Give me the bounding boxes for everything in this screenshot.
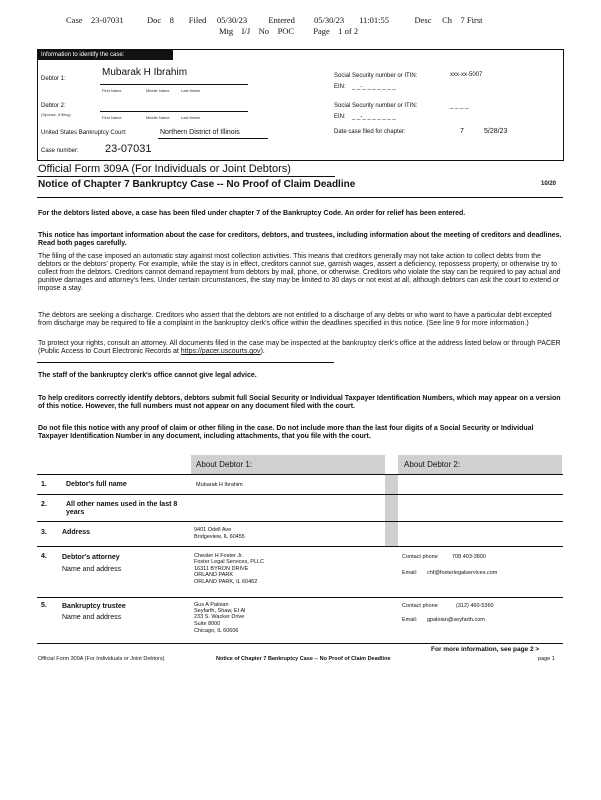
ssn2-value: _ _ _ _	[450, 103, 469, 109]
para-case-filed: For the debtors listed above, a case has been filed under chapter 7 of the Bankruptcy Code. An order for relief has been entered.	[38, 210, 466, 217]
row1-value: Mubarak H Ibrahim	[196, 482, 243, 488]
row2-label: All other names used in the last 8 years	[66, 501, 178, 516]
debtor2-caption-first: First Name	[102, 115, 122, 120]
para-important-info: This notice has important information about the case for creditors, debtors, and trustees, including information about the meeting of creditors and deadlines. Read both pages carefully.	[38, 232, 562, 247]
table-separator-bar	[385, 475, 398, 547]
row5-trustee-line4: Suite 8000	[194, 621, 221, 627]
row-rule-4	[37, 546, 563, 547]
row5-trustee-line1: Gus A Paloian	[194, 602, 229, 608]
doc-number: 8	[169, 15, 174, 25]
case-number: 23-07031	[91, 15, 124, 25]
ssn1-value: xxx-xx-5007	[450, 72, 483, 78]
para-do-not-file: Do not file this notice with any proof of claim or other filing in the case. Do not include more than the last four digits of a Social Security or Individual Taxpayer Identification Number in any document, including attachments, that you file with the court.	[38, 425, 534, 440]
debtor1-underline	[100, 84, 248, 85]
case-label: Case	[66, 15, 83, 25]
page-of: 1 of 2	[338, 26, 359, 36]
row5-trustee-line3: 233 S. Wacker Drive	[194, 614, 245, 620]
row-rule-6	[37, 643, 563, 644]
row4-number: 4.	[41, 553, 47, 560]
row5-label: Bankruptcy trustee	[62, 603, 126, 610]
ein1-value: _ _-_ _ _ _ _ _ _	[352, 84, 396, 90]
ssn2-label: Social Security number or ITIN:	[334, 103, 418, 109]
protect-rights-end: ).	[260, 348, 265, 355]
chapter-value: 7	[460, 128, 464, 135]
entered-label: Entered	[268, 15, 295, 25]
debtor1-name: Mubarak H Ibrahim	[102, 67, 188, 78]
ein1-label: EIN:	[334, 84, 346, 90]
row5-email[interactable]: gpaloian@seyfarth.com	[427, 617, 485, 623]
no-label: No	[258, 26, 270, 36]
row4-contact-phone: 708 403-3800	[452, 554, 486, 560]
row5-sub: Name and address	[62, 614, 122, 621]
row4-label: Debtor's attorney	[62, 554, 120, 561]
debtor2-caption-middle: Middle Name	[146, 115, 170, 120]
row5-email-label: Email:	[402, 617, 418, 623]
col2-header: About Debtor 2:	[404, 460, 461, 469]
row5-number: 5.	[41, 602, 47, 609]
entered-time: 11:01:55	[359, 15, 389, 25]
para-automatic-stay: The filing of the case imposed an automatic stay against most collection activities. This means that creditors generally may not take action to collect debts from the debtors or the debtors' property. For example, while the stay is in effect, creditors cannot sue, garnish wages, assert a deficiency, repossess property, or otherwise try to collect from the debtors. Creditors cannot demand repayment from debtors by mail, phone, or otherwise. Creditors who violate the stay can be required to pay actual and punitive damages and attorney's fees. Under certain circumstances, the stay may be limited to 30 days or not exist at all, although debtors can ask the court to extend or impose a stay.	[38, 253, 561, 292]
row-rule-2	[37, 494, 563, 495]
court-label: United States Bankruptcy Court:	[41, 130, 127, 136]
debtor2-underline	[100, 111, 248, 112]
ein2-value: _ _-_ _ _ _ _ _ _	[352, 114, 396, 120]
row5-contact-phone: (312) 460-5360	[456, 603, 494, 609]
court-value: Northern District of Illinois	[160, 129, 240, 136]
case-number-value: 23-07031	[105, 143, 152, 155]
row3-address-line1: 9401 Odell Ave	[194, 527, 232, 533]
header-line-2	[219, 26, 358, 36]
more-info-note: For more information, see page 2 >	[431, 646, 540, 653]
row-rule-1	[37, 474, 563, 475]
entered-date: 05/30/23	[313, 15, 345, 25]
footer-form-name: Official Form 309A (For Individuals or Joint Debtors)	[38, 656, 165, 662]
ssn1-label: Social Security number or ITIN:	[334, 73, 418, 79]
row4-email[interactable]: chf@fosterlegalservices.com	[427, 570, 498, 576]
filed-label: Filed	[188, 15, 207, 25]
row3-address-line2: Bridgeview, IL 60455	[194, 534, 245, 540]
protect-rights-text: To protect your rights, consult an attorney. All documents filed in the case may be inspected at the bankruptcy clerk's office at the address listed below or through PACER (Public Access to Court Electronic Records at	[38, 340, 561, 355]
form-title-underline	[37, 176, 335, 177]
para-no-legal-advice: The staff of the bankruptcy clerk's office cannot give legal advice.	[38, 372, 257, 379]
para-discharge: The debtors are seeking a discharge. Creditors who assert that the debtors are not entitled to a discharge of any debts or who want to have a particular debt excepted from discharge may be required to file a complaint in the bankruptcy clerk's office within the deadlines specified in this notice. (See line 9 for more information.)	[38, 312, 552, 327]
header-line-1	[66, 15, 483, 25]
row4-attorney-line1: Chester H Foster Jr.	[194, 553, 244, 559]
row4-attorney-line3: 16311 BYRON DRIVE	[194, 566, 249, 572]
mtg-label: Mtg	[219, 26, 234, 36]
doc-label: Doc	[147, 15, 162, 25]
form-version: 10/20	[541, 181, 557, 187]
ch-label: Ch	[442, 15, 453, 25]
col1-header: About Debtor 1:	[196, 460, 253, 469]
date-filed-label: Date case filed for chapter:	[334, 129, 406, 135]
row4-sub: Name and address	[62, 566, 122, 573]
case-number-label: Case number:	[41, 148, 79, 154]
debtor1-caption-last: Last Name	[181, 88, 201, 93]
form-title-rule	[37, 197, 563, 198]
info-box-title: Information to identify the case:	[38, 50, 173, 60]
para-identify-debtors: To help creditors correctly identify debtors, debtors submit full Social Security or Individual Taxpayer Identification Numbers, which may appear on a version of this notice. However, the full numbers must not appear on any document filed with the court.	[38, 395, 561, 410]
row5-contact-label: Contact phone	[402, 603, 438, 609]
page-label: Page	[313, 26, 330, 36]
row3-number: 3.	[41, 529, 47, 536]
row4-attorney-line4: ORLAND PARK	[194, 572, 234, 578]
row-rule-3	[37, 521, 563, 522]
debtor1-label: Debtor 1:	[41, 76, 66, 82]
debtor2-label: Debtor 2:	[41, 103, 66, 109]
row4-email-label: Email:	[402, 570, 418, 576]
pacer-link[interactable]: https://pacer.uscourts.gov	[180, 348, 261, 355]
filed-date: 05/30/23	[216, 15, 248, 25]
row5-trustee-line5: Chicago, IL 60606	[194, 628, 239, 634]
row2-number: 2.	[41, 501, 47, 508]
poc-label: POC	[277, 26, 295, 36]
row5-trustee-line2: Seyfarth, Shaw, Et Al	[194, 608, 246, 614]
ch-first: 7 First	[460, 15, 483, 25]
court-underline	[158, 138, 268, 139]
para-protect-rights	[38, 340, 562, 356]
row3-label: Address	[62, 529, 91, 536]
row4-attorney-line5: ORLAND PARK, IL 60462	[194, 579, 258, 585]
debtor1-caption-middle: Middle Name	[146, 88, 170, 93]
footer-page: page 1	[538, 656, 555, 662]
body-divider	[37, 362, 334, 363]
debtor2-sub: (Spouse, if filing)	[41, 112, 71, 117]
debtor1-caption-first: First Name	[102, 88, 122, 93]
footer-notice: Notice of Chapter 7 Bankruptcy Case -- No Proof of Claim Deadline	[216, 656, 391, 662]
row1-label: Debtor's full name	[66, 481, 127, 488]
ij-label: I/J	[241, 26, 251, 36]
row4-attorney-line2: Foster Legal Services, PLLC	[194, 559, 265, 565]
row-rule-5	[37, 597, 563, 598]
date-filed-value: 5/28/23	[484, 128, 508, 135]
debtor2-caption-last: Last Name	[181, 115, 201, 120]
desc-label: Desc	[414, 15, 432, 25]
form-subtitle: Notice of Chapter 7 Bankruptcy Case -- No Proof of Claim Deadline	[38, 179, 356, 190]
form-title: Official Form 309A (For Individuals or Joint Debtors)	[38, 163, 291, 175]
row1-number: 1.	[41, 481, 47, 488]
row4-contact-label: Contact phone	[402, 554, 438, 560]
ein2-label: EIN:	[334, 114, 346, 120]
